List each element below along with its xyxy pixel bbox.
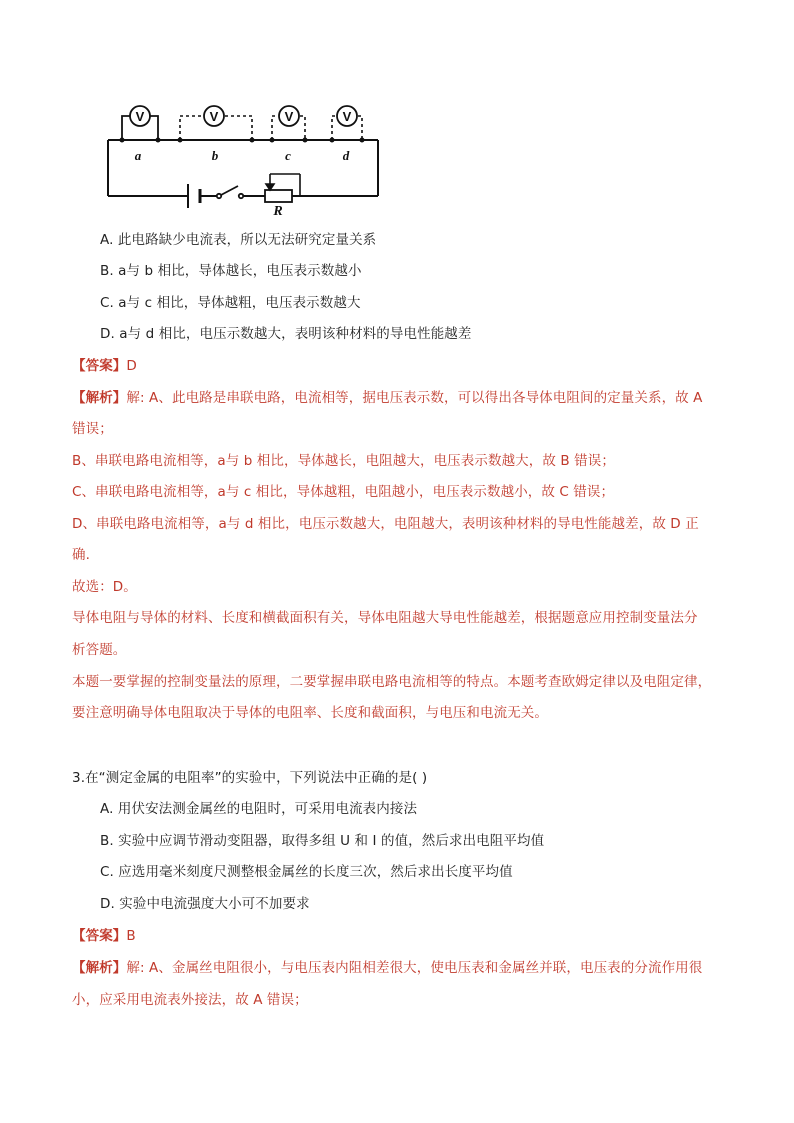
battery-icon <box>188 184 200 208</box>
q2-analysis-line: B、串联电路电流相等，a与 b 相比，导体越长，电阻越大，电压表示数越大，故 B 错误； <box>72 453 615 469</box>
voltmeter-c-label: V <box>284 109 294 124</box>
segment-label-a: a <box>134 148 142 163</box>
q3-option-a: A. 用伏安法测金属丝的电阻时，可采用电流表内接法 <box>100 801 418 817</box>
q2-analysis-line: 确. <box>72 547 90 563</box>
answer-tag: 【答案】 <box>72 358 127 374</box>
switch-icon <box>217 186 243 198</box>
q3-option-c: C. 应选用毫米刻度尺测整根金属丝的长度三次，然后求出长度平均值 <box>100 864 513 880</box>
circuit-diagram <box>100 98 385 218</box>
q2-analysis-line: 本题一要掌握的控制变量法的原理，二要掌握串联电路电流相等的特点。本题考查欧姆定律以及电阻定律， <box>72 674 712 690</box>
q2-option-a: A. 此电路缺少电流表，所以无法研究定量关系 <box>100 232 377 248</box>
segment-label-d: d <box>342 148 350 163</box>
q3-analysis-line: 小，应采用电流表外接法，故 A 错误； <box>72 992 308 1008</box>
answer-value: B <box>126 928 136 944</box>
q3-analysis-line: 【解析】解: A、金属丝电阻很小，与电压表内阻相差很大，使电压表和金属丝并联，电压表的分流作用很 <box>72 960 703 976</box>
q3-stem: 3.在“测定金属的电阻率”的实验中，下列说法中正确的是( ) <box>72 770 428 786</box>
q2-analysis-line: 析答题。 <box>72 642 127 658</box>
q2-analysis-line: 【解析】解: A、此电路是串联电路，电流相等，据电压表示数，可以得出各导体电阻间的定量关系，故 A <box>72 390 703 406</box>
voltmeter-a-label: V <box>135 109 145 124</box>
q2-option-b: B. a与 b 相比，导体越长，电压表示数越小 <box>100 263 362 279</box>
rheostat-icon <box>265 190 292 202</box>
q2-analysis-line: 要注意明确导体电阻取决于导体的电阻率、长度和截面积，与电压和电流无关。 <box>72 705 548 721</box>
q3-option-b: B. 实验中应调节滑动变阻器，取得多组 U 和 I 的值，然后求出电阻平均值 <box>100 833 545 849</box>
answer-value: D <box>126 358 137 374</box>
q3-option-d: D. 实验中电流强度大小可不加要求 <box>100 896 310 912</box>
q2-analysis-line: 导体电阻与导体的材料、长度和横截面积有关，导体电阻越大导电性能越差，根据题意应用控制变量法分 <box>72 610 698 626</box>
q2-option-c: C. a与 c 相比，导体越粗，电压表示数越大 <box>100 295 361 311</box>
q2-option-d: D. a与 d 相比，电压示数越大，表明该种材料的导电性能越差 <box>100 326 472 342</box>
q3-answer <box>72 926 136 946</box>
resistor-label: R <box>273 204 283 218</box>
q2-analysis-line: 故选：D。 <box>72 579 137 595</box>
q2-answer <box>72 356 137 376</box>
q2-analysis-line: 错误； <box>72 421 113 437</box>
voltmeter-d-label: V <box>342 109 352 124</box>
segment-label-c: c <box>285 148 291 163</box>
q2-analysis-line: D、串联电路电流相等，a与 d 相比，电压示数越大，电阻越大，表明该种材料的导电性能越差，故 D 正 <box>72 516 699 532</box>
voltmeter-b-label: V <box>209 109 219 124</box>
analysis-tag: 【解析】 <box>72 390 127 406</box>
answer-tag: 【答案】 <box>72 928 127 944</box>
q2-analysis-line: C、串联电路电流相等，a与 c 相比，导体越粗，电阻越小，电压表示数越小，故 C 错误； <box>72 484 615 500</box>
analysis-tag: 【解析】 <box>72 960 127 976</box>
segment-label-b: b <box>211 148 219 163</box>
